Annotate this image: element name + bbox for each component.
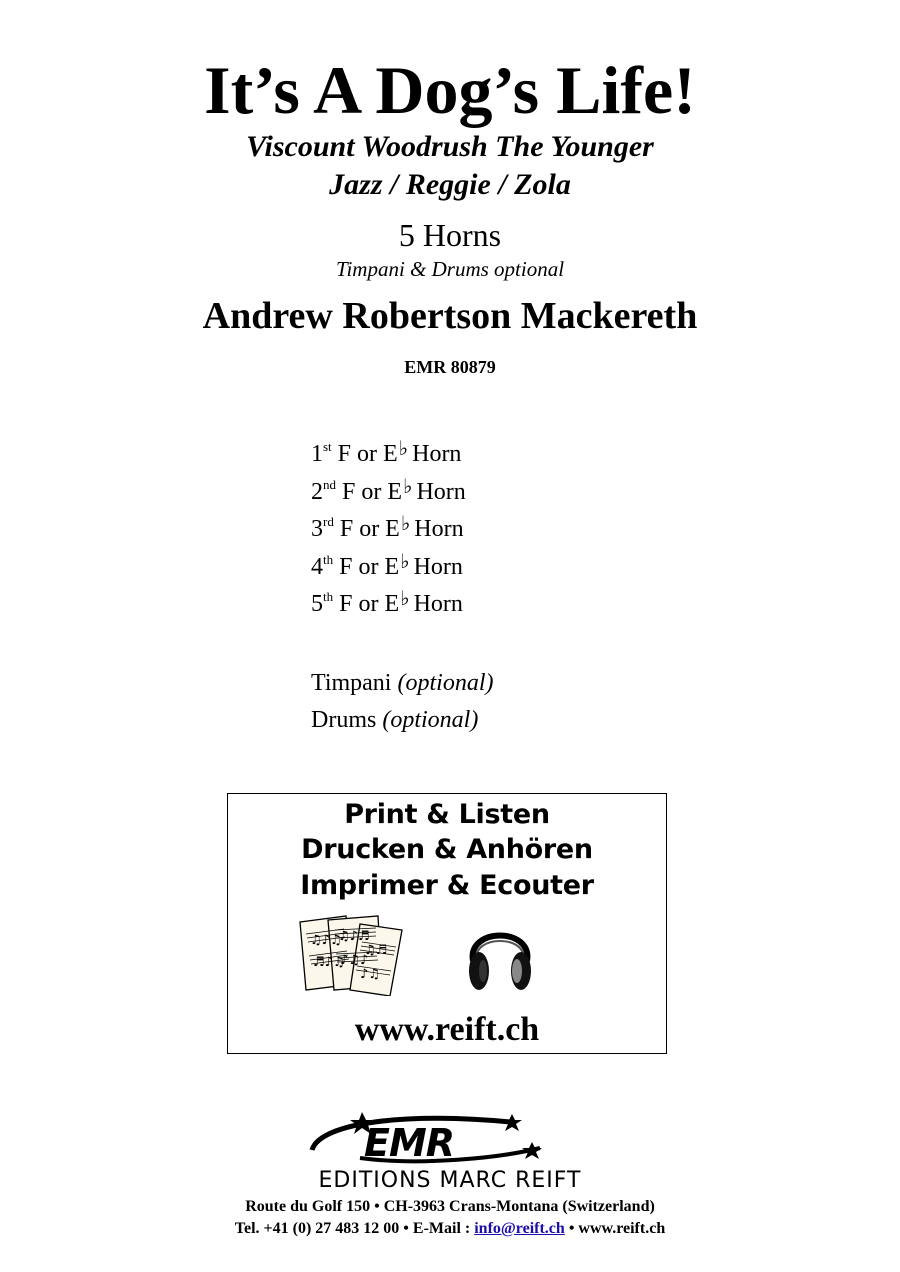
svg-text:♫♪♫: ♫♪♫ [310, 933, 342, 948]
publisher-name: EDITIONS MARC REIFT [318, 1168, 582, 1193]
promo-url[interactable]: www.reift.ch [354, 1011, 540, 1048]
percussion-list [311, 665, 493, 739]
percussion-line: Drums (optional) [311, 707, 479, 733]
part-line: 1st F or E♭ Horn [311, 436, 462, 467]
publisher-address: Route du Golf 150 • CH-3963 Crans-Montana (Switzerland) [245, 1198, 655, 1215]
composer: Andrew Robertson Mackereth [202, 295, 698, 337]
promo-line-english: Print & Listen [344, 799, 550, 830]
sheet-music-icon [298, 914, 413, 996]
title: It’s A Dog’s Life! [204, 52, 696, 128]
emr-logo [300, 1108, 600, 1168]
subtitle-movements: Jazz / Reggie / Zola [329, 168, 571, 201]
email-link[interactable]: info@reift.ch [474, 1220, 565, 1237]
svg-text:♫♪♬: ♫♪♬ [338, 929, 370, 944]
percussion-line: Timpani (optional) [311, 670, 494, 696]
promo-line-french: Imprimer & Ecouter [300, 870, 594, 901]
part-line: 4th F or E♭ Horn [311, 548, 463, 580]
svg-text:♪♫: ♪♫ [360, 967, 380, 982]
optional-note: Timpani & Drums optional [335, 257, 565, 281]
scoring: 5 Horns [398, 217, 502, 253]
part-line: 5th F or E♭ Horn [311, 586, 463, 618]
promo-line-german: Drucken & Anhören [301, 834, 593, 865]
svg-text:♫♬: ♫♬ [364, 943, 388, 958]
print-listen-box[interactable] [227, 793, 667, 1054]
svg-text:♪♫♪: ♪♫♪ [340, 953, 369, 968]
parts-list [311, 436, 466, 624]
svg-text:♬♪♫: ♬♪♫ [313, 955, 345, 970]
publisher-contact: Tel. +41 (0) 27 483 12 00 • E-Mail : info@reift.ch • www.reift.ch [234, 1220, 666, 1237]
catalog-number: EMR 80879 [404, 357, 496, 377]
part-line: 2nd F or E♭ Horn [311, 473, 466, 505]
subtitle-arranger: Viscount Woodrush The Younger [246, 130, 654, 163]
emr-logo-text: EMR [364, 1121, 455, 1165]
headphones-icon [465, 919, 535, 994]
part-line: 3rd F or E♭ Horn [311, 511, 464, 543]
